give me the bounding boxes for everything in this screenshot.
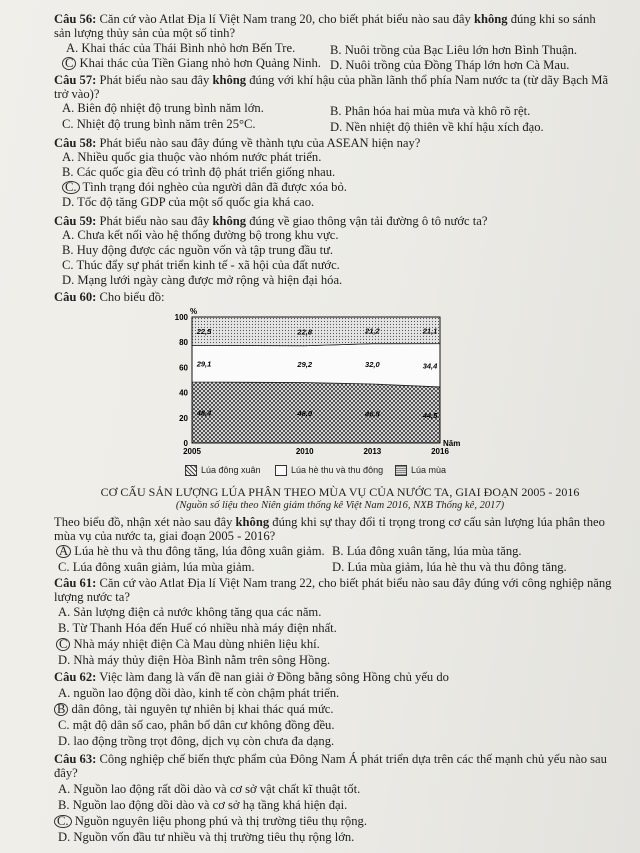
x-tick-label: 2016	[431, 447, 449, 456]
y-axis-label: %	[190, 307, 198, 316]
question-57	[54, 73, 614, 101]
x-tick-label: 2010	[295, 447, 314, 456]
q61-option-a[interactable]: A. Sản lượng điện cả nước không tăng qua các năm.	[58, 605, 322, 619]
keyword: không	[212, 73, 247, 87]
question-number: Câu 57:	[54, 73, 97, 87]
legend-swatch	[275, 465, 287, 476]
data-label: 22,5	[196, 327, 212, 337]
question-number: Câu 56:	[54, 12, 97, 26]
q57-option-d[interactable]: D. Nền nhiệt độ thiên về khí hậu xích đạo.	[330, 120, 544, 134]
q59-option-c[interactable]: C. Thúc đẩy sự phát triển kinh tế - xã hội của đất nước.	[62, 258, 340, 272]
x-tick-label: 2013	[363, 447, 382, 456]
x-axis-label: Năm	[443, 439, 460, 448]
q63-option-a[interactable]: A. Nguồn lao động rất dồi dào và cơ sở vật chất kĩ thuật tốt.	[58, 782, 361, 796]
legend-item-he-thu	[275, 465, 383, 476]
answer-circle: C	[62, 57, 76, 70]
q56-option-b[interactable]: B. Nuôi trồng của Bạc Liêu lớn hơn Bình Thuận.	[330, 43, 578, 57]
data-label: 34,4	[422, 361, 438, 371]
keyword: không	[212, 214, 247, 228]
chart-source: (Nguồn số liệu theo Niên giám thống kê Việt Nam 2016, NXB Thống kê, 2017)	[175, 500, 505, 511]
q56-option-a[interactable]: A. Khai thác của Thái Bình nhỏ hơn Bến Tre.	[66, 41, 296, 55]
data-label: 21,2	[365, 326, 380, 336]
legend-label: Lúa đông xuân	[201, 465, 261, 475]
answer-circle: C.	[54, 815, 72, 828]
legend-label: Lúa mùa	[411, 465, 447, 475]
q60-option-c[interactable]: C. Lúa đông xuân giảm, lúa mùa giảm.	[58, 560, 255, 574]
question-62	[54, 670, 614, 684]
q58-option-b[interactable]: B. Các quốc gia đều có trình độ phát triển giống nhau.	[62, 165, 336, 179]
q58-option-c[interactable]	[62, 180, 347, 194]
option-text: Tình trạng đói nghèo của người dân đã được xóa bỏ.	[79, 180, 347, 194]
y-tick-label: 0	[183, 439, 188, 448]
question-text: Căn cứ vào Atlat Địa lí Việt Nam trang 22, cho biết phát biểu nào sau đây đúng với công nghiệp năng lượng nước ta?	[54, 576, 612, 604]
legend-swatch	[185, 465, 197, 476]
data-label: 46,8	[365, 409, 380, 419]
q63-option-b[interactable]: B. Nguồn lao động dồi dào và cơ sở hạ tầng khá hiện đại.	[58, 798, 348, 812]
question-text: Cho biểu đồ:	[96, 290, 165, 304]
y-tick-label: 40	[179, 388, 188, 398]
question-59	[54, 214, 614, 228]
option-text: Nguồn nguyên liệu phong phú và thị trường tiêu thụ rộng.	[71, 814, 367, 828]
area-series-1	[192, 344, 440, 387]
question-60	[54, 290, 614, 304]
q57-option-c[interactable]: C. Nhiệt độ trung bình năm trên 25°C.	[62, 117, 256, 131]
q59-option-b[interactable]: B. Huy động được các nguồn vốn và tập trung đầu tư.	[62, 243, 334, 257]
question-text-tail: đúng về giao thông vận tải đường ô tô nước ta?	[246, 214, 488, 228]
y-tick-label: 60	[179, 363, 188, 373]
question-number: Câu 63:	[54, 752, 97, 766]
q61-option-b[interactable]: B. Từ Thanh Hóa đến Huế có nhiều nhà máy điện nhất.	[58, 621, 337, 635]
y-tick-label: 80	[179, 338, 188, 348]
option-text: dân đông, tài nguyên tự nhiên bị khai thác quá mức.	[68, 702, 334, 716]
question-number: Câu 60:	[54, 290, 97, 304]
option-text: Khai thác của Tiền Giang nhỏ hơn Quảng Ninh.	[76, 56, 321, 70]
q58-option-a[interactable]: A. Nhiều quốc gia thuộc vào nhóm nước phát triển.	[62, 150, 322, 164]
question-text: Công nghiệp chế biến thực phẩm của Đông Nam Á phát triển dựa trên các thế mạnh chủ yếu nào sau đây?	[54, 752, 607, 780]
legend-item-dong-xuan	[185, 465, 261, 476]
data-label: 21,1	[422, 326, 438, 336]
q56-option-d[interactable]: D. Nuôi trồng của Đồng Tháp lớn hơn Cà Mau.	[330, 58, 570, 72]
rice-structure-chart	[170, 305, 460, 475]
question-text: Việc làm đang là vấn đề nan giải ở Đồng bằng sông Hồng chủ yếu do	[96, 670, 449, 684]
q60-option-a[interactable]	[56, 544, 325, 558]
area-series-2	[192, 317, 440, 346]
question-text: Phát biểu nào sau đây đúng về thành tựu của ASEAN hiện nay?	[96, 136, 421, 150]
question-61	[54, 576, 614, 604]
q60-option-d[interactable]: D. Lúa mùa giảm, lúa hè thu và thu đông tăng.	[332, 560, 567, 574]
question-number: Câu 62:	[54, 670, 97, 684]
data-label: 48,0	[297, 408, 313, 418]
q60-option-b[interactable]: B. Lúa đông xuân tăng, lúa mùa tăng.	[332, 544, 522, 558]
q63-option-d[interactable]: D. Nguồn vốn đầu tư nhiều và thị trường tiêu thụ rộng lớn.	[58, 830, 355, 844]
chart-title: CƠ CẤU SẢN LƯỢNG LÚA PHÂN THEO MÙA VỤ CỦA NƯỚC TA, GIAI ĐOẠN 2005 - 2016	[100, 485, 580, 499]
answer-circle: C.	[62, 181, 80, 194]
data-label: 48,4	[196, 408, 212, 418]
answer-circle: A	[56, 545, 71, 558]
q58-option-d[interactable]: D. Tốc độ tăng GDP của một số quốc gia khá cao.	[62, 195, 315, 209]
data-label: 29,1	[196, 359, 212, 369]
q61-option-c[interactable]	[56, 637, 320, 651]
legend-item-lua-mua	[395, 465, 446, 476]
stem-text-tail: đúng khi sự thay đổi tỉ trọng trong cơ cấu sản lượng lúa phân theo mùa vụ của nước ta, giai đoạn 2005 - 2016?	[54, 515, 605, 543]
question-58	[54, 136, 614, 150]
answer-circle: B	[54, 703, 68, 716]
area-series-0	[192, 382, 440, 443]
y-tick-label: 20	[179, 413, 188, 423]
legend-label: Lúa hè thu và thu đông	[291, 465, 384, 475]
q57-option-a[interactable]: A. Biên độ nhiệt độ trung bình năm lớn.	[62, 101, 264, 115]
q57-option-b[interactable]: B. Phân hóa hai mùa mưa và khô rõ rệt.	[330, 104, 531, 118]
option-text: Lúa hè thu và thu đông tăng, lúa đông xuân giảm.	[71, 544, 325, 558]
question-text: Phát biểu nào sau đây	[96, 214, 213, 228]
question-text-tail: đúng khi so sánh sản lượng thủy sản của một số tỉnh?	[54, 12, 596, 40]
question-text: Căn cứ vào Atlat Địa lí Việt Nam trang 20, cho biết phát biểu nào sau đây	[96, 12, 474, 26]
x-tick-label: 2005	[183, 447, 201, 456]
q61-option-d[interactable]: D. Nhà máy thủy điện Hòa Bình nằm trên sông Hồng.	[58, 653, 331, 667]
question-63	[54, 752, 614, 780]
legend-swatch	[395, 465, 407, 476]
question-text-tail: đúng với khí hậu của phần lãnh thổ phía Nam nước ta (từ dãy Bạch Mã trở vào)?	[54, 73, 609, 101]
data-label: 32,0	[365, 359, 380, 369]
question-number: Câu 61:	[54, 576, 97, 590]
data-label: 29,2	[297, 360, 313, 370]
question-number: Câu 58:	[54, 136, 97, 150]
option-text: Nhà máy nhiệt điện Cà Mau dùng nhiên liệu khí.	[70, 637, 320, 651]
keyword: không	[473, 12, 508, 26]
answer-circle: C	[56, 638, 70, 651]
q59-option-a[interactable]: A. Chưa kết nối vào hệ thống đường bộ trong khu vực.	[62, 228, 339, 242]
data-label: 44,5	[422, 410, 438, 420]
q63-option-c[interactable]	[54, 814, 367, 828]
question-56	[54, 12, 614, 40]
stem-text: Theo biểu đồ, nhận xét nào sau đây	[54, 515, 236, 529]
y-tick-label: 100	[174, 313, 188, 322]
q62-option-c[interactable]: C. mật độ dân số cao, phân bố dân cư không đồng đều.	[58, 718, 335, 732]
q56-option-c[interactable]	[62, 56, 321, 70]
q59-option-d[interactable]: D. Mạng lưới ngày càng được mở rộng và hiện đại hóa.	[62, 273, 343, 287]
keyword: không	[235, 515, 270, 529]
data-label: 22,8	[297, 327, 313, 337]
question-number: Câu 59:	[54, 214, 97, 228]
q62-option-b[interactable]	[54, 702, 334, 716]
q62-option-a[interactable]: A. nguồn lao động dồi dào, kinh tế còn chậm phát triển.	[58, 686, 340, 700]
question-text: Phát biểu nào sau đây	[96, 73, 213, 87]
question-60-stem	[54, 515, 614, 543]
q62-option-d[interactable]: D. lao động trồng trọt đông, dịch vụ còn chưa đa dạng.	[58, 734, 335, 748]
